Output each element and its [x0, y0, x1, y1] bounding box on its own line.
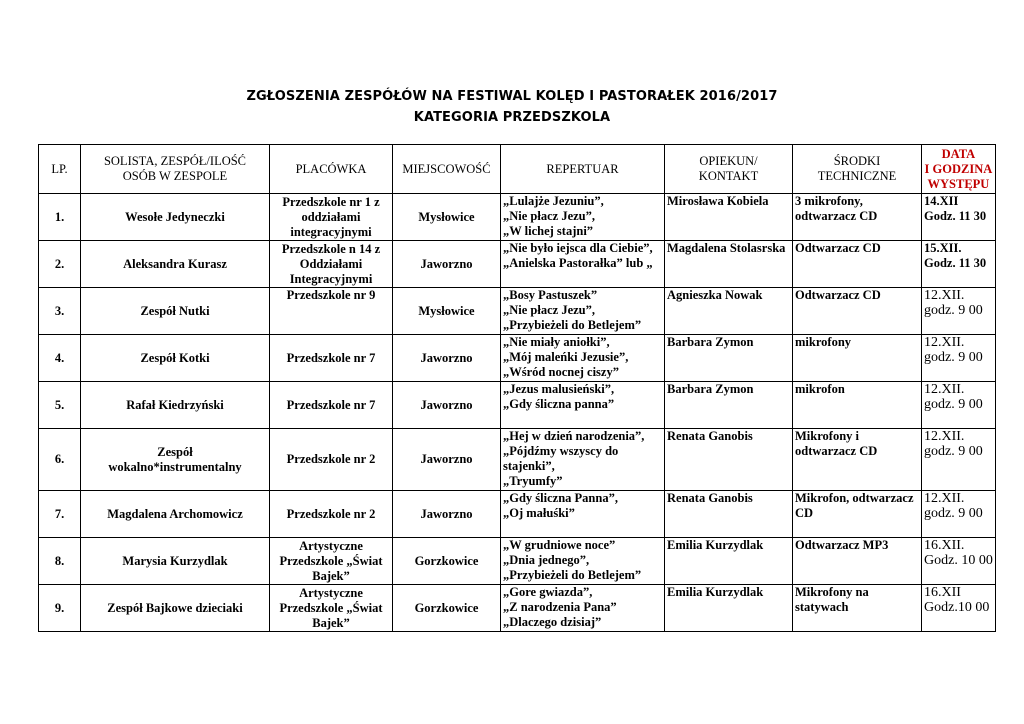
technical-cell: [793, 194, 922, 241]
date-cell: [922, 585, 996, 632]
technical-line: Odtwarzacz CD: [795, 241, 881, 255]
performer-name: Zespół Bajkowe dzieciaki: [107, 600, 243, 615]
repertoire-cell: [501, 194, 665, 241]
repertoire-cell: [501, 585, 665, 632]
date-line: Godz. 11 30: [924, 256, 987, 270]
guardian-cell: Agnieszka Nowak: [665, 288, 793, 335]
technical-line: Mikrofony i: [795, 429, 860, 443]
performer-cell: [81, 491, 270, 538]
institution-line: Integracyjnymi: [289, 271, 373, 286]
repertoire-line: „W lichej stajni”: [503, 224, 594, 238]
table-row: [39, 382, 996, 429]
technical-line: mikrofon: [795, 382, 845, 396]
header-solista-line: OSÓB W ZESPOLE: [122, 169, 228, 183]
institution-cell: [270, 288, 393, 335]
header-data-line: I GODZINA: [924, 161, 993, 176]
guardian-cell: Renata Ganobis: [665, 429, 793, 491]
institution-line: Oddziałami: [299, 256, 363, 271]
institution-line: oddziałami: [301, 209, 361, 224]
institution-cell: [270, 585, 393, 632]
repertoire-line: „Lulajże Jezuniu”,: [503, 194, 604, 208]
row-number: 6.: [39, 429, 81, 491]
technical-cell: [793, 538, 922, 585]
date-cell: [922, 335, 996, 382]
date-line: godz. 9 00: [924, 350, 983, 365]
row-number: 2.: [39, 241, 81, 288]
guardian-cell: Emilia Kurzydlak: [665, 538, 793, 585]
performer-name: Zespół Nutki: [140, 303, 210, 318]
technical-cell: [793, 382, 922, 429]
performer-cell: [81, 585, 270, 632]
technical-cell: [793, 585, 922, 632]
institution-cell: [270, 382, 393, 429]
repertoire-cell: [501, 288, 665, 335]
institution-line: Bajek”: [312, 568, 350, 583]
repertoire-line: „Mój maleńki Jezusie”,: [503, 350, 629, 364]
repertoire-line: „Dlaczego dzisiaj”: [503, 615, 602, 629]
header-lp: LP.: [39, 145, 81, 194]
performer-cell: [81, 194, 270, 241]
technical-cell: [793, 429, 922, 491]
row-number: 7.: [39, 491, 81, 538]
institution-line: Przedszkole n 14 z: [281, 241, 381, 256]
repertoire-cell: [501, 491, 665, 538]
table-row: [39, 194, 996, 241]
date-cell: [922, 538, 996, 585]
row-number: 4.: [39, 335, 81, 382]
date-cell: [922, 491, 996, 538]
institution-cell: [270, 538, 393, 585]
header-miejscowosc: MIEJSCOWOŚĆ: [393, 145, 501, 194]
repertoire-cell: [501, 382, 665, 429]
institution-line: Bajek”: [312, 615, 350, 630]
date-line: 16.XII: [924, 585, 961, 600]
table-row: [39, 491, 996, 538]
header-srodki-line: TECHNICZNE: [817, 169, 897, 183]
institution-line: Artystyczne: [299, 585, 363, 600]
institution-cell: [270, 194, 393, 241]
repertoire-line: „Dnia jednego”,: [503, 553, 590, 567]
table-row: [39, 335, 996, 382]
city-cell: Gorzkowice: [393, 585, 501, 632]
technical-line: CD: [795, 506, 814, 520]
date-line: Godz.10 00: [924, 600, 990, 615]
repertoire-cell: [501, 335, 665, 382]
performer-cell: [81, 429, 270, 491]
technical-line: Mikrofon, odtwarzacz: [795, 491, 914, 505]
date-line: godz. 9 00: [924, 303, 983, 318]
institution-cell: [270, 335, 393, 382]
document-subtitle: KATEGORIA PRZEDSZKOLA: [413, 110, 611, 125]
performer-name: Wesołe Jedyneczki: [125, 209, 225, 224]
guardian-cell: Barbara Zymon: [665, 382, 793, 429]
date-cell: [922, 194, 996, 241]
institution-cell: [270, 241, 393, 288]
date-line: 12.XII.: [924, 491, 965, 506]
date-cell: [922, 429, 996, 491]
city-cell: Mysłowice: [393, 288, 501, 335]
repertoire-line: „Gdy śliczna panna”: [503, 397, 615, 411]
technical-cell: [793, 241, 922, 288]
repertoire-cell: [501, 538, 665, 585]
guardian-cell: Barbara Zymon: [665, 335, 793, 382]
row-number: 1.: [39, 194, 81, 241]
repertoire-line: „Z narodzenia Pana”: [503, 600, 617, 614]
repertoire-cell: [501, 429, 665, 491]
performer-cell: [81, 288, 270, 335]
header-opiekun-line: KONTAKT: [698, 169, 759, 183]
city-cell: Jaworzno: [393, 241, 501, 288]
repertoire-line: „Nie miały aniołki”,: [503, 335, 610, 349]
table-row: [39, 241, 996, 288]
row-number: 8.: [39, 538, 81, 585]
date-line: godz. 9 00: [924, 444, 983, 459]
date-line: godz. 9 00: [924, 506, 983, 521]
institution-line: integracyjnymi: [290, 224, 372, 239]
repertoire-line: „W grudniowe noce”: [503, 538, 616, 552]
technical-line: mikrofony: [795, 335, 852, 349]
header-solista: [81, 145, 270, 194]
date-line: godz. 9 00: [924, 397, 983, 412]
repertoire-line: „Przybieżeli do Betlejem”: [503, 318, 642, 332]
repertoire-line: „Jezus malusieński”,: [503, 382, 615, 396]
technical-line: odtwarzacz CD: [795, 444, 878, 458]
header-solista-line: SOLISTA, ZESPÓŁ/ILOŚĆ: [103, 154, 247, 168]
city-cell: Jaworzno: [393, 335, 501, 382]
performer-cell: [81, 335, 270, 382]
guardian-cell: Emilia Kurzydlak: [665, 585, 793, 632]
date-line: 12.XII.: [924, 335, 965, 350]
performer-name: Magdalena Archomowicz: [107, 506, 243, 521]
header-opiekun-line: OPIEKUN/: [699, 154, 758, 168]
header-row: [39, 145, 996, 194]
date-line: Godz. 10 00: [924, 553, 993, 568]
document-title: ZGŁOSZENIA ZESPÓŁÓW NA FESTIWAL KOLĘD I PASTORAŁEK 2016/2017: [246, 89, 778, 104]
technical-cell: [793, 288, 922, 335]
header-opiekun: [665, 145, 793, 194]
guardian-cell: Magdalena Stolasrska: [665, 241, 793, 288]
header-srodki: [793, 145, 922, 194]
repertoire-line: „Hej w dzień narodzenia”,: [503, 429, 645, 443]
header-data-line: DATA: [941, 146, 976, 161]
date-line: 12.XII.: [924, 429, 965, 444]
row-number: 5.: [39, 382, 81, 429]
repertoire-cell: [501, 241, 665, 288]
header-placowka: PLACÓWKA: [270, 145, 393, 194]
performer-name: Zespół: [157, 444, 193, 459]
repertoire-line: „Oj małuśki”: [503, 506, 575, 520]
header-data: [922, 145, 996, 194]
table-row: [39, 288, 996, 335]
performer-name: wokalno*instrumentalny: [108, 459, 242, 474]
city-cell: Jaworzno: [393, 429, 501, 491]
institution-line: Przedszkole nr 7: [286, 397, 376, 412]
performer-cell: [81, 382, 270, 429]
institution-cell: [270, 491, 393, 538]
date-line: 14.XII: [924, 194, 959, 208]
institution-line: Przedszkole „Świat: [279, 600, 383, 615]
repertoire-line: „Anielska Pastorałka” lub „: [503, 256, 653, 270]
date-line: 15.XII.: [924, 241, 962, 255]
city-cell: Jaworzno: [393, 382, 501, 429]
institution-line: Przedszkole nr 2: [286, 452, 376, 466]
header-data-line: WYSTĘPU: [927, 176, 990, 191]
repertoire-line: „Wśród nocnej ciszy”: [503, 365, 619, 379]
date-line: 16.XII.: [924, 538, 965, 553]
technical-line: odtwarzacz CD: [795, 209, 878, 223]
table-row: [39, 585, 996, 632]
city-cell: Gorzkowice: [393, 538, 501, 585]
repertoire-line: „Gore gwiazda”,: [503, 585, 593, 599]
performer-name: Zespół Kotki: [140, 350, 210, 365]
repertoire-line: „Gdy śliczna Panna”,: [503, 491, 618, 505]
date-line: 12.XII.: [924, 288, 965, 303]
institution-line: Przedszkole nr 1 z: [282, 194, 380, 209]
technical-line: Odtwarzacz CD: [795, 288, 881, 302]
city-cell: Mysłowice: [393, 194, 501, 241]
repertoire-line: „Bosy Pastuszek”: [503, 288, 598, 302]
table-row: [39, 538, 996, 585]
institution-line: Artystyczne: [299, 538, 363, 553]
performer-name: Marysia Kurzydlak: [122, 553, 228, 568]
performer-cell: [81, 538, 270, 585]
table-row: [39, 429, 996, 491]
repertoire-line: „Nie płacz Jezu”,: [503, 209, 595, 223]
performer-name: Rafał Kiedrzyński: [126, 397, 224, 412]
row-number: 3.: [39, 288, 81, 335]
registrations-table: [38, 144, 996, 632]
header-srodki-line: ŚRODKI: [833, 154, 881, 168]
guardian-cell: Mirosława Kobiela: [665, 194, 793, 241]
repertoire-line: „Nie było iejsca dla Ciebie”,: [503, 241, 653, 255]
institution-cell: [270, 429, 393, 491]
date-line: Godz. 11 30: [924, 209, 987, 223]
technical-line: 3 mikrofony,: [795, 194, 863, 208]
performer-cell: [81, 241, 270, 288]
performer-name: Aleksandra Kurasz: [123, 256, 227, 271]
date-cell: [922, 382, 996, 429]
institution-line: Przedszkole nr 9: [286, 288, 376, 302]
guardian-cell: Renata Ganobis: [665, 491, 793, 538]
city-cell: Jaworzno: [393, 491, 501, 538]
date-cell: [922, 241, 996, 288]
institution-line: Przedszkole nr 2: [286, 506, 376, 521]
repertoire-line: „Tryumfy”: [503, 474, 563, 488]
institution-line: Przedszkole „Świat: [279, 553, 383, 568]
technical-line: statywach: [795, 600, 849, 614]
repertoire-line: „Przybieżeli do Betlejem”: [503, 568, 642, 582]
header-repertuar: REPERTUAR: [501, 145, 665, 194]
date-cell: [922, 288, 996, 335]
row-number: 9.: [39, 585, 81, 632]
date-line: 12.XII.: [924, 382, 965, 397]
technical-cell: [793, 335, 922, 382]
technical-cell: [793, 491, 922, 538]
repertoire-line: „Nie płacz Jezu”,: [503, 303, 595, 317]
technical-line: Mikrofony na: [795, 585, 869, 599]
technical-line: Odtwarzacz MP3: [795, 538, 889, 552]
repertoire-line: „Pójdźmy wszyscy do: [503, 444, 619, 458]
institution-line: Przedszkole nr 7: [286, 350, 376, 365]
repertoire-line: stajenki”,: [503, 459, 555, 473]
